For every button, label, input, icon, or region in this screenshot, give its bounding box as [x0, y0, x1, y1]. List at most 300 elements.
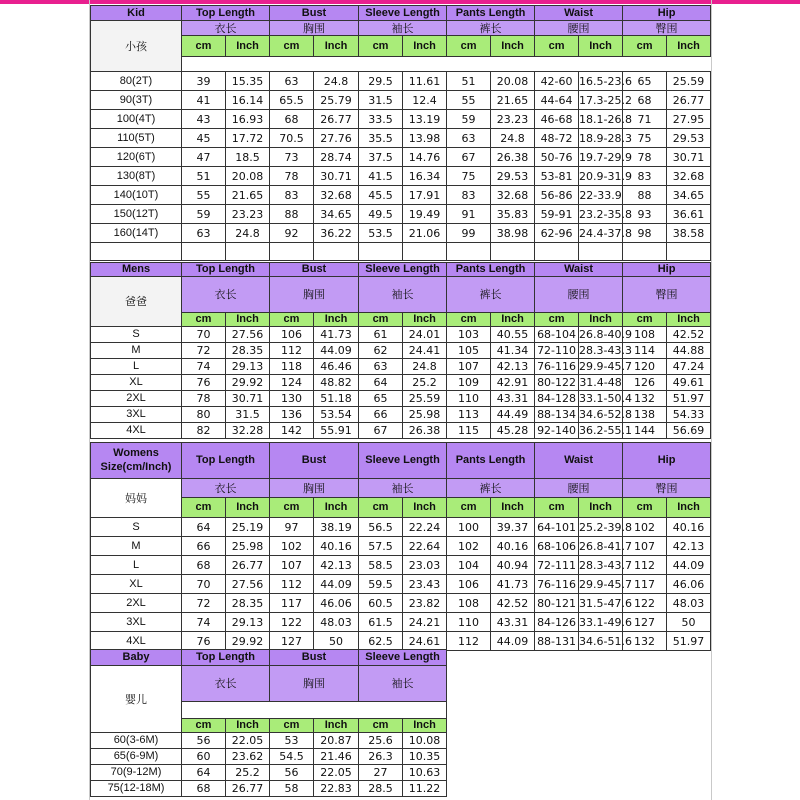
- kid-unit-inch: Inch: [314, 36, 359, 57]
- womens-value-cell: 23.03: [403, 556, 447, 575]
- mens-value-cell: 44.09: [314, 343, 359, 359]
- kid-value-cell: 48-72: [535, 129, 579, 148]
- baby-value-cell: 25.6: [359, 733, 403, 749]
- baby-col-sleeve: Sleeve Length: [359, 650, 447, 666]
- mens-value-cell: 70: [182, 327, 226, 343]
- womens-value-cell: 102: [623, 518, 667, 537]
- womens-value-cell: 23.43: [403, 575, 447, 594]
- mens-value-cell: 72-110: [535, 343, 579, 359]
- kid-value-cell: 73: [270, 148, 314, 167]
- kid-value-cell: 34.65: [314, 205, 359, 224]
- kid-value-cell: 17.91: [403, 186, 447, 205]
- mens-value-cell: 78: [182, 391, 226, 407]
- womens-value-cell: 26.77: [226, 556, 270, 575]
- womens-value-cell: 57.5: [359, 537, 403, 556]
- kid-value-cell: 20.08: [491, 72, 535, 91]
- baby-value-cell: 64: [182, 765, 226, 781]
- womens-value-cell: 60.5: [359, 594, 403, 613]
- kid-zh-waist: 腰围: [535, 21, 623, 36]
- mens-value-cell: 64: [359, 375, 403, 391]
- womens-value-cell: 106: [447, 575, 491, 594]
- mens-value-cell: 44.49: [491, 407, 535, 423]
- mens-value-cell: 109: [447, 375, 491, 391]
- kid-value-cell: 63: [182, 224, 226, 243]
- womens-value-cell: 40.16: [314, 537, 359, 556]
- kid-value-cell: 21.65: [491, 91, 535, 110]
- kid-value-cell: 29.53: [667, 129, 711, 148]
- womens-unit-inch: Inch: [226, 498, 270, 518]
- kid-value-cell: 26.77: [314, 110, 359, 129]
- womens-unit-inch: Inch: [403, 498, 447, 518]
- womens-value-cell: 40.16: [667, 518, 711, 537]
- kid-value-cell: 38.58: [667, 224, 711, 243]
- womens-unit-cm: cm: [359, 498, 403, 518]
- womens-unit-cm: cm: [623, 498, 667, 518]
- kid-value-cell: 21.06: [403, 224, 447, 243]
- baby-size-table: [90, 649, 447, 797]
- womens-value-cell: 122: [623, 594, 667, 613]
- mens-value-cell: 113: [447, 407, 491, 423]
- mens-value-cell: 26.8-40.9: [579, 328, 633, 341]
- mens-value-cell: 33.1-50.4: [579, 392, 633, 405]
- kid-zh-top-length: 衣长: [182, 21, 270, 36]
- womens-size-label: M: [91, 537, 182, 556]
- baby-value-cell: 22.83: [314, 781, 359, 797]
- kid-value-cell: 19.49: [403, 205, 447, 224]
- womens-zh-sleeve: 袖长: [359, 479, 447, 498]
- baby-value-cell: 10.35: [403, 749, 447, 765]
- baby-unit-inch: Inch: [403, 719, 447, 733]
- mens-unit-inch: Inch: [667, 313, 711, 327]
- kid-size-row: [91, 72, 711, 91]
- kid-size-row: [91, 148, 711, 167]
- mens-value-cell: 88-134: [535, 407, 579, 423]
- womens-unit-cm: cm: [182, 498, 226, 518]
- kid-value-cell: 46-68: [535, 110, 579, 129]
- womens-unit-inch: Inch: [667, 498, 711, 518]
- womens-unit-cm: cm: [447, 498, 491, 518]
- womens-unit-cm: cm: [270, 498, 314, 518]
- kid-value-cell: 59-91: [535, 205, 579, 224]
- kid-value-cell: 15.35: [226, 72, 270, 91]
- kid-value-cell: 43: [182, 110, 226, 129]
- baby-zh-top-length: 衣长: [182, 666, 270, 702]
- kid-value-cell: 29.5: [359, 72, 403, 91]
- womens-value-cell: 76-116: [535, 575, 579, 594]
- kid-value-cell: 68: [270, 110, 314, 129]
- womens-size-label: 2XL: [91, 594, 182, 613]
- womens-unit-cm: cm: [535, 498, 579, 518]
- kid-size-label: 80(2T): [91, 72, 182, 91]
- mens-value-cell: 28.35: [226, 343, 270, 359]
- mens-value-cell: 66: [359, 407, 403, 423]
- kid-size-label: 120(6T): [91, 148, 182, 167]
- mens-col-pants: Pants Length: [447, 263, 535, 277]
- kid-value-cell: 24.8: [226, 224, 270, 243]
- womens-value-cell: 44.09: [314, 575, 359, 594]
- womens-value-cell: 84-126: [535, 613, 579, 632]
- kid-value-cell: 41.5: [359, 167, 403, 186]
- womens-size-row: [91, 575, 711, 594]
- kid-value-cell: 32.68: [491, 186, 535, 205]
- mens-size-row: [91, 391, 711, 407]
- mens-value-cell: 80-122: [535, 375, 579, 391]
- womens-col-sleeve: Sleeve Length: [359, 443, 447, 479]
- mens-value-cell: 124: [270, 375, 314, 391]
- kid-size-label: 140(10T): [91, 186, 182, 205]
- kid-value-cell: 24.4-37.8: [579, 224, 623, 243]
- womens-value-cell: 80-121: [535, 594, 579, 613]
- mens-unit-inch: Inch: [226, 313, 270, 327]
- mens-unit-inch: Inch: [403, 313, 447, 327]
- womens-size-row: [91, 556, 711, 575]
- kid-value-cell: 16.93: [226, 110, 270, 129]
- mens-size-label: 2XL: [91, 391, 182, 407]
- mens-value-cell: 118: [270, 359, 314, 375]
- kid-unit-inch: Inch: [579, 36, 623, 57]
- womens-value-cell: 110: [447, 613, 491, 632]
- kid-unit-inch: Inch: [667, 36, 711, 57]
- womens-size-label: L: [91, 556, 182, 575]
- womens-col-waist: Waist: [535, 443, 623, 479]
- kid-value-cell: 93: [623, 205, 667, 224]
- mens-size-label: L: [91, 359, 182, 375]
- womens-size-table: [90, 442, 711, 651]
- womens-zh-pants: 裤长: [447, 479, 535, 498]
- mens-value-cell: 36.2-55.1: [579, 424, 633, 437]
- womens-value-cell: 72-111: [535, 556, 579, 575]
- kid-value-cell: 28.74: [314, 148, 359, 167]
- mens-unit-inch: Inch: [579, 313, 623, 327]
- baby-col-bust: Bust: [270, 650, 359, 666]
- mens-value-cell: 114: [623, 343, 667, 359]
- kid-value-cell: 27.95: [667, 110, 711, 129]
- kid-value-cell: 18.5: [226, 148, 270, 167]
- mens-value-cell: 24.01: [403, 327, 447, 343]
- kid-label-zh: 小孩: [91, 21, 182, 72]
- mens-value-cell: 115: [447, 423, 491, 439]
- kid-size-table: [90, 5, 711, 261]
- mens-size-label: M: [91, 343, 182, 359]
- baby-size-row: [91, 749, 447, 765]
- mens-value-cell: 34.6-52.8: [579, 408, 633, 421]
- mens-size-label: 3XL: [91, 407, 182, 423]
- womens-value-cell: 43.31: [491, 613, 535, 632]
- kid-col-hip: Hip: [623, 6, 711, 21]
- mens-unit-cm: cm: [447, 313, 491, 327]
- baby-unit-cm: cm: [182, 719, 226, 733]
- mens-value-cell: 51.18: [314, 391, 359, 407]
- baby-label-zh: 婴儿: [91, 666, 182, 733]
- womens-value-cell: 22.64: [403, 537, 447, 556]
- womens-value-cell: 112: [623, 556, 667, 575]
- baby-value-cell: 56: [182, 733, 226, 749]
- womens-value-cell: 42.52: [491, 594, 535, 613]
- kid-value-cell: 37.5: [359, 148, 403, 167]
- baby-value-cell: 53: [270, 733, 314, 749]
- womens-value-cell: 100: [447, 518, 491, 537]
- kid-value-cell: 38.98: [491, 224, 535, 243]
- kid-value-cell: 30.71: [314, 167, 359, 186]
- mens-value-cell: 31.5: [226, 407, 270, 423]
- womens-value-cell: 29.9-45.7: [579, 575, 623, 594]
- womens-value-cell: 68: [182, 556, 226, 575]
- kid-value-cell: 88: [270, 205, 314, 224]
- womens-value-cell: 132: [623, 632, 667, 651]
- womens-value-cell: 51.97: [667, 632, 711, 651]
- mens-value-cell: 63: [359, 359, 403, 375]
- mens-value-cell: 67: [359, 423, 403, 439]
- womens-value-cell: 64-101: [535, 518, 579, 537]
- baby-size-label: 65(6-9M): [91, 749, 182, 765]
- kid-value-cell: 23.23: [226, 205, 270, 224]
- mens-col-sleeve: Sleeve Length: [359, 263, 447, 277]
- kid-value-cell: 13.19: [403, 110, 447, 129]
- kid-size-row: [91, 224, 711, 243]
- kid-value-cell: 47: [182, 148, 226, 167]
- womens-value-cell: 25.2-39.8: [579, 518, 623, 537]
- kid-value-cell: 49.5: [359, 205, 403, 224]
- mens-value-cell: 54.33: [667, 407, 711, 423]
- kid-size-label: 130(8T): [91, 167, 182, 186]
- baby-value-cell: 22.05: [314, 765, 359, 781]
- kid-value-cell: 35.5: [359, 129, 403, 148]
- kid-value-cell: 20.9-31.9: [579, 167, 623, 186]
- baby-value-cell: 54.5: [270, 749, 314, 765]
- kid-value-cell: 68: [623, 91, 667, 110]
- mens-value-cell: 25.2: [403, 375, 447, 391]
- kid-size-row: [91, 186, 711, 205]
- baby-size-label: 70(9-12M): [91, 765, 182, 781]
- baby-unit-cm: cm: [359, 719, 403, 733]
- mens-size-label: XL: [91, 375, 182, 391]
- kid-value-cell: 16.34: [403, 167, 447, 186]
- womens-title: [91, 443, 182, 479]
- womens-value-cell: 64: [182, 518, 226, 537]
- mens-value-cell: 65: [359, 391, 403, 407]
- mens-value-cell: 72: [182, 343, 226, 359]
- kid-size-row: [91, 129, 711, 148]
- mens-value-cell: 107: [447, 359, 491, 375]
- baby-value-cell: 23.62: [226, 749, 270, 765]
- womens-value-cell: 39.37: [491, 518, 535, 537]
- womens-value-cell: 76: [182, 632, 226, 651]
- kid-size-row: [91, 91, 711, 110]
- baby-value-cell: 21.46: [314, 749, 359, 765]
- mens-value-cell: 42.52: [667, 327, 711, 343]
- mens-value-cell: 42.13: [491, 359, 535, 375]
- womens-value-cell: 44.09: [491, 632, 535, 651]
- mens-size-row: [91, 407, 711, 423]
- womens-value-cell: 56.5: [359, 518, 403, 537]
- mens-value-cell: 56.69: [667, 423, 711, 439]
- baby-value-cell: 25.2: [226, 765, 270, 781]
- kid-value-cell: 26.38: [491, 148, 535, 167]
- womens-value-cell: 25.19: [226, 518, 270, 537]
- kid-unit-inch: Inch: [403, 36, 447, 57]
- kid-value-cell: 12.4: [403, 91, 447, 110]
- mens-size-label: 4XL: [91, 423, 182, 439]
- kid-value-cell: 45: [182, 129, 226, 148]
- mens-value-cell: 24.41: [403, 343, 447, 359]
- kid-value-cell: 83: [623, 167, 667, 186]
- mens-unit-cm: cm: [535, 313, 579, 327]
- womens-label-zh: 妈妈: [91, 479, 182, 518]
- mens-size-row: [91, 423, 711, 439]
- mens-col-waist: Waist: [535, 263, 623, 277]
- womens-value-cell: 48.03: [667, 594, 711, 613]
- baby-unit-cm: cm: [270, 719, 314, 733]
- kid-value-cell: 39: [182, 72, 226, 91]
- womens-value-cell: 34.6-51.6: [579, 632, 623, 651]
- mens-unit-inch: Inch: [491, 313, 535, 327]
- kid-value-cell: 23.23: [491, 110, 535, 129]
- womens-value-cell: 28.3-43.7: [579, 556, 623, 575]
- kid-value-cell: 65.5: [270, 91, 314, 110]
- kid-value-cell: 13.98: [403, 129, 447, 148]
- mens-value-cell: 108: [623, 327, 667, 343]
- baby-size-label: 75(12-18M): [91, 781, 182, 797]
- womens-size-row: [91, 537, 711, 556]
- kid-value-cell: 78: [270, 167, 314, 186]
- womens-value-cell: 102: [270, 537, 314, 556]
- kid-value-cell: 34.65: [667, 186, 711, 205]
- baby-size-row: [91, 733, 447, 749]
- womens-value-cell: 40.94: [491, 556, 535, 575]
- womens-value-cell: 42.13: [314, 556, 359, 575]
- kid-unit-cm: cm: [447, 36, 491, 57]
- kid-value-cell: 17.3-25.2: [579, 91, 623, 110]
- kid-value-cell: 67: [447, 148, 491, 167]
- mens-value-cell: 142: [270, 423, 314, 439]
- mens-value-cell: 42.91: [491, 375, 535, 391]
- baby-size-label: 60(3-6M): [91, 733, 182, 749]
- kid-value-cell: 25.79: [314, 91, 359, 110]
- kid-value-cell: 14.76: [403, 148, 447, 167]
- kid-size-label: 150(12T): [91, 205, 182, 224]
- kid-unit-cm: cm: [623, 36, 667, 57]
- kid-value-cell: 18.9-28.3: [579, 129, 623, 148]
- mens-value-cell: 110: [447, 391, 491, 407]
- kid-value-cell: 71: [623, 110, 667, 129]
- mens-value-cell: 41.73: [314, 327, 359, 343]
- baby-unit-inch: Inch: [314, 719, 359, 733]
- mens-value-cell: 24.8: [403, 359, 447, 375]
- right-grid-line: [711, 0, 712, 800]
- kid-value-cell: 42-60: [535, 72, 579, 91]
- womens-size-label: S: [91, 518, 182, 537]
- baby-value-cell: 22.05: [226, 733, 270, 749]
- kid-unit-cm: cm: [535, 36, 579, 57]
- womens-value-cell: 127: [623, 613, 667, 632]
- baby-unit-inch: Inch: [226, 719, 270, 733]
- mens-value-cell: 76-116: [535, 359, 579, 375]
- baby-value-cell: 10.63: [403, 765, 447, 781]
- mens-unit-cm: cm: [182, 313, 226, 327]
- kid-size-label: 100(4T): [91, 110, 182, 129]
- kid-value-cell: 22-33.9: [579, 186, 623, 205]
- womens-value-cell: 72: [182, 594, 226, 613]
- kid-value-cell: 31.5: [359, 91, 403, 110]
- womens-value-cell: 29.92: [226, 632, 270, 651]
- kid-value-cell: 53-81: [535, 167, 579, 186]
- mens-value-cell: 29.13: [226, 359, 270, 375]
- kid-value-cell: 27.76: [314, 129, 359, 148]
- womens-zh-waist: 腰围: [535, 479, 623, 498]
- kid-value-cell: 83: [270, 186, 314, 205]
- womens-value-cell: 42.13: [667, 537, 711, 556]
- womens-size-label: 3XL: [91, 613, 182, 632]
- mens-zh-bust: 胸围: [270, 277, 359, 313]
- kid-value-cell: 78: [623, 148, 667, 167]
- kid-value-cell: 75: [623, 129, 667, 148]
- womens-zh-bust: 胸围: [270, 479, 359, 498]
- mens-value-cell: 47.24: [667, 359, 711, 375]
- kid-value-cell: 20.08: [226, 167, 270, 186]
- kid-value-cell: 63: [447, 129, 491, 148]
- kid-value-cell: 35.83: [491, 205, 535, 224]
- kid-value-cell: 56-86: [535, 186, 579, 205]
- mens-title: Mens: [91, 263, 182, 277]
- baby-value-cell: 68: [182, 781, 226, 797]
- mens-value-cell: 46.46: [314, 359, 359, 375]
- womens-size-label: 4XL: [91, 632, 182, 651]
- mens-value-cell: 126: [623, 375, 667, 391]
- kid-value-cell: 11.61: [403, 72, 447, 91]
- womens-zh-top-length: 衣长: [182, 479, 270, 498]
- mens-unit-cm: cm: [359, 313, 403, 327]
- womens-col-pants: Pants Length: [447, 443, 535, 479]
- mens-size-row: [91, 359, 711, 375]
- womens-value-cell: 107: [270, 556, 314, 575]
- womens-value-cell: 38.19: [314, 518, 359, 537]
- kid-value-cell: 88: [623, 186, 667, 205]
- kid-value-cell: 41: [182, 91, 226, 110]
- kid-value-cell: 65: [623, 72, 667, 91]
- mens-zh-hip: 臀围: [623, 277, 711, 313]
- womens-zh-hip: 臀围: [623, 479, 711, 498]
- womens-value-cell: 66: [182, 537, 226, 556]
- kid-value-cell: 51: [447, 72, 491, 91]
- womens-value-cell: 88-131: [535, 632, 579, 651]
- kid-value-cell: 99: [447, 224, 491, 243]
- kid-value-cell: 29.53: [491, 167, 535, 186]
- womens-value-cell: 117: [623, 575, 667, 594]
- kid-value-cell: 55: [182, 186, 226, 205]
- mens-value-cell: 62: [359, 343, 403, 359]
- mens-size-table: [90, 262, 711, 439]
- kid-zh-sleeve: 袖长: [359, 21, 447, 36]
- kid-zh-pants: 裤长: [447, 21, 535, 36]
- mens-value-cell: 68-104: [535, 327, 579, 343]
- womens-size-row: [91, 518, 711, 537]
- womens-value-cell: 127: [270, 632, 314, 651]
- womens-value-cell: 61.5: [359, 613, 403, 632]
- womens-value-cell: 27.56: [226, 575, 270, 594]
- kid-value-cell: 45.5: [359, 186, 403, 205]
- womens-value-cell: 50: [314, 632, 359, 651]
- womens-value-cell: 117: [270, 594, 314, 613]
- mens-value-cell: 40.55: [491, 327, 535, 343]
- kid-size-row: [91, 167, 711, 186]
- kid-value-cell: 70.5: [270, 129, 314, 148]
- mens-value-cell: 132: [623, 391, 667, 407]
- baby-value-cell: 60: [182, 749, 226, 765]
- womens-value-cell: 46.06: [314, 594, 359, 613]
- kid-value-cell: 18.1-26.8: [579, 110, 623, 129]
- womens-value-cell: 62.5: [359, 632, 403, 651]
- womens-value-cell: 59.5: [359, 575, 403, 594]
